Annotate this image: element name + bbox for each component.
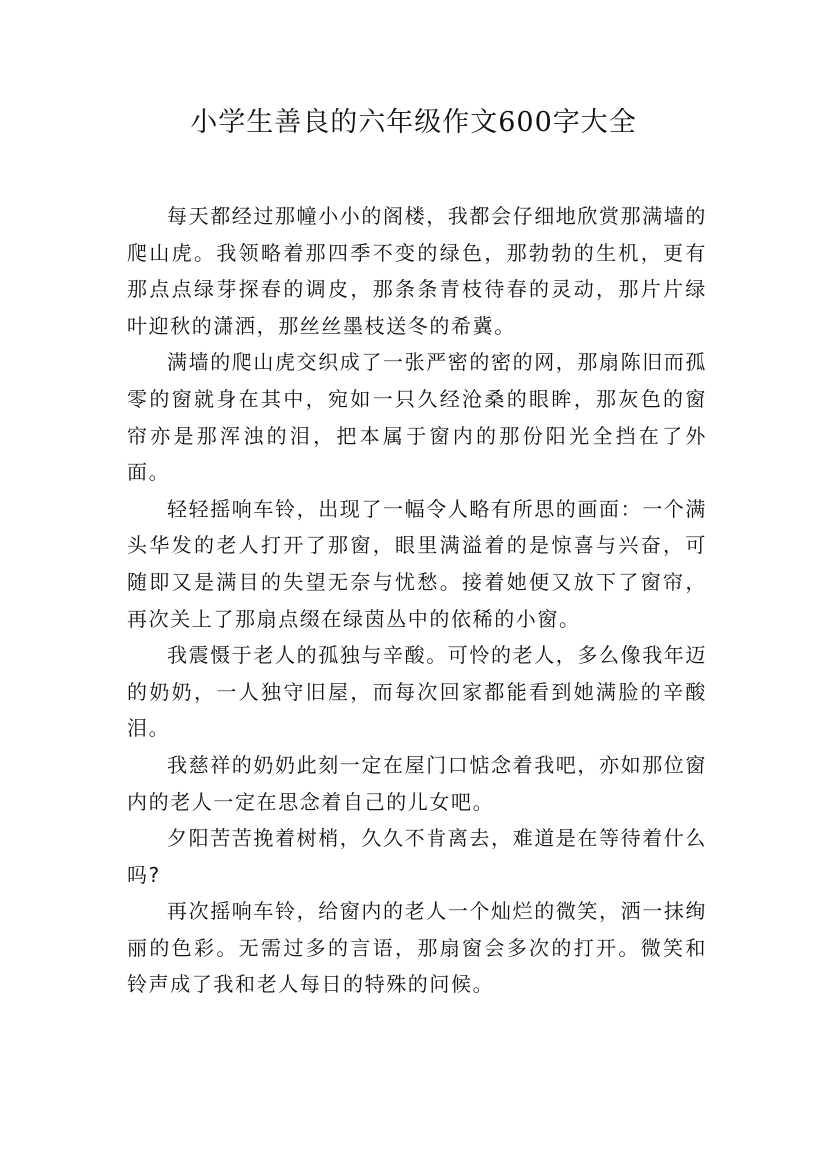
paragraph: 再次摇响车铃，给窗内的老人一个灿烂的微笑，洒一抹绚丽的色彩。无需过多的言语，那扇窗会多次的打开。微笑和铃声成了我和老人每日的特殊的问候。 xyxy=(127,899,707,997)
paragraph: 满墙的爬山虎交织成了一张严密的密的网，那扇陈旧而孤零的窗就身在其中，宛如一只久经沧桑的眼眸，那灰色的窗帘亦是那浑浊的泪，把本属于窗内的那份阳光全挡在了外面。 xyxy=(127,350,707,485)
paragraph: 我震慑于老人的孤独与辛酸。可怜的老人，多么像我年迈的奶奶，一人独守旧屋，而每次回家都能看到她满脸的辛酸泪。 xyxy=(127,643,707,741)
paragraph: 轻轻摇响车铃，出现了一幅令人略有所思的画面：一个满头华发的老人打开了那窗，眼里满溢着的是惊喜与兴奋，可随即又是满目的失望无奈与忧愁。接着她便又放下了窗帘，再次关上了那扇点缀在绿茵丛中的依稀的小窗。 xyxy=(127,496,707,631)
paragraph: 我慈祥的奶奶此刻一定在屋门口惦念着我吧，亦如那位窗内的老人一定在思念着自己的儿女吧。 xyxy=(127,752,707,814)
document-title: 小学生善良的六年级作文600字大全 xyxy=(190,107,637,138)
paragraph: 夕阳苦苦挽着树梢，久久不肯离去，难道是在等待着什么吗? xyxy=(127,826,707,887)
paragraph: 每天都经过那幢小小的阁楼，我都会仔细地欣赏那满墙的爬山虎。我领略着那四季不变的绿色，那勃勃的生机，更有那点点绿芽探春的调皮，那条条青枝待春的灵动，那片片绿叶迎秋的潇洒，那丝丝墨枝送冬的希冀。 xyxy=(127,204,707,338)
document-body xyxy=(127,198,707,1003)
